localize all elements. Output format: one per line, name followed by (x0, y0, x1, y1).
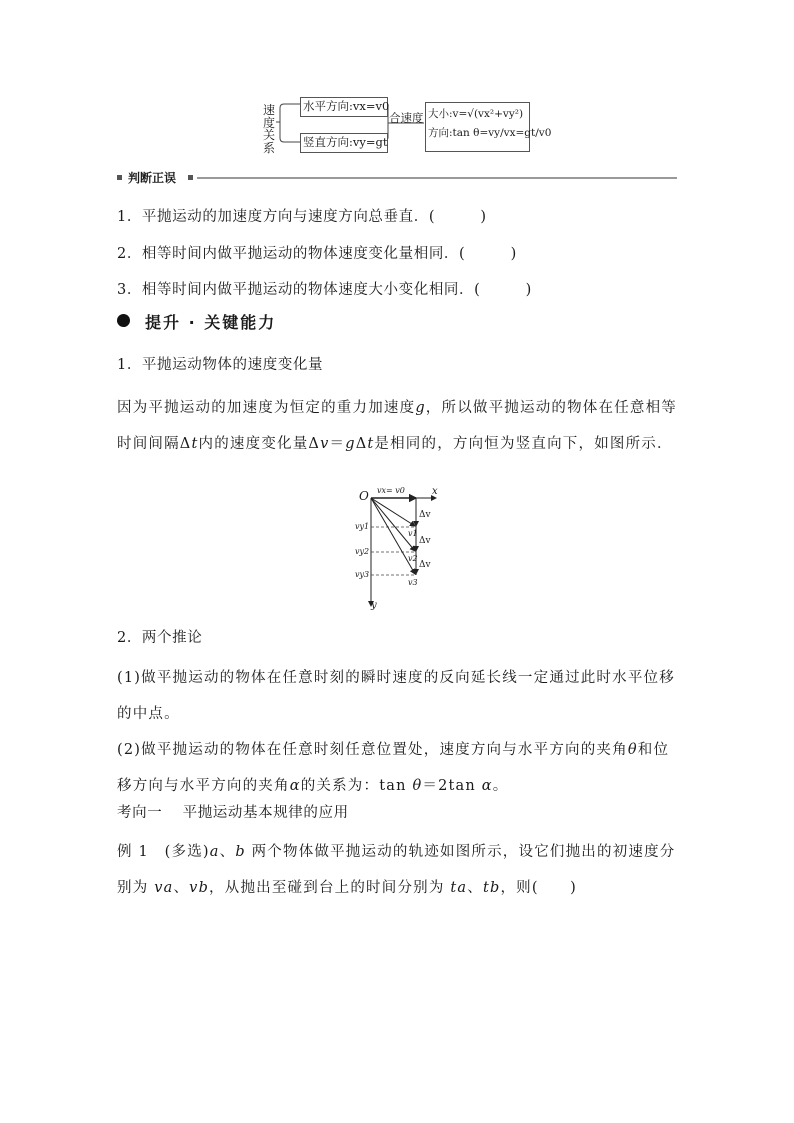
vy1-label: vy1 (355, 522, 370, 531)
section-bullet-icon (117, 175, 122, 180)
judge-section-header (117, 171, 677, 185)
delta-v-label: Δv (419, 560, 431, 570)
point2-item-2 (117, 732, 679, 804)
point1-paragraph (117, 390, 679, 462)
point1-heading: 1．平抛运动物体的速度变化量 (117, 357, 324, 373)
symbol-g: g (345, 436, 356, 452)
symbol-ta: ta (450, 880, 468, 896)
example-1 (117, 834, 679, 906)
point2-text: (2)做平抛运动的物体在任意时刻任意位置处，速度方向与水平方向的夹角 (117, 742, 628, 758)
key-ability-title: 提升 · 关键能力 (145, 313, 277, 332)
horizontal-direction-text: 水平方向:vx=v0 (303, 99, 390, 113)
judge-item-1: 1．平抛运动的加速度方向与速度方向总垂直．( ) (117, 209, 487, 225)
x-axis-label: x (432, 486, 438, 497)
point2-text: 和位移方向与水平方向的夹角 (117, 742, 670, 794)
example-text: 、 (467, 880, 483, 896)
example-text: ，从抛出至碰到台上的时间分别为 (209, 880, 451, 896)
point1-text: ＝ (329, 436, 346, 452)
symbol-b: b (235, 844, 246, 860)
delta-v-label: Δv (419, 536, 431, 546)
velocity-change-figure (352, 486, 452, 612)
direction-text: 方向:tan θ=vy/vx=gt/v0 (428, 127, 552, 139)
symbol-theta: θ (627, 742, 638, 758)
symbol-tb: tb (482, 880, 501, 896)
vy2-label: vy2 (355, 547, 370, 556)
symbol-g: g (415, 400, 426, 416)
magnitude-text: 大小:v=√(vx²+vy²) (428, 108, 524, 120)
symbol-t: t (191, 436, 199, 452)
point1-text: ，所以做平抛运动的物体在任意相等时间间隔Δ (117, 400, 677, 452)
horizontal-direction-box (300, 97, 388, 117)
symbol-va: va (154, 880, 174, 896)
point1-text: 是相同的，方向恒为竖直向下，如图所示． (374, 436, 673, 452)
vertical-direction-box (300, 133, 388, 153)
point2-text: 。 (492, 778, 509, 794)
example-text: 两个物体做平抛运动的轨迹如图所示，设它们抛出的初速度分别为 (117, 844, 676, 896)
combined-velocity-box (425, 102, 552, 152)
section-bullet-icon (188, 175, 193, 180)
judge-section-title: 判断正误 (128, 171, 177, 185)
v2-label: v2 (408, 554, 418, 563)
section-divider (197, 177, 677, 179)
point1-text: 内的速度变化量Δ (198, 436, 321, 452)
example-text: 例 1 (多选) (117, 844, 210, 860)
filled-circle-icon (117, 314, 130, 327)
symbol-t: t (367, 436, 375, 452)
example-text: 、 (173, 880, 190, 896)
point2-text: 的关系为：tan (300, 778, 413, 794)
symbol-v: v (320, 436, 330, 452)
point1-text: 因为平抛运动的加速度为恒定的重力加速度 (117, 400, 416, 416)
symbol-alpha: α (289, 778, 301, 794)
point2-item-1: (1)做平抛运动的物体在任意时刻的瞬时速度的反向延长线一定通过此时水平位移的中点。 (117, 670, 675, 722)
origin-label: O (359, 489, 369, 503)
judge-item-3: 3．相等时间内做平抛运动的物体速度大小变化相同．( ) (117, 282, 532, 298)
velocity-relation-label: 速度关系 (262, 103, 275, 155)
y-axis-label: y (371, 600, 377, 611)
symbol-theta: θ (412, 778, 423, 794)
vertical-direction-text: 竖直方向:vy=gt (303, 135, 388, 149)
vy3-label: vy3 (355, 570, 370, 579)
direction-1-title: 考向一 平抛运动基本规律的应用 (117, 805, 349, 821)
example-text: ，则( ) (500, 880, 577, 896)
judge-item-2: 2．相等时间内做平抛运动的物体速度变化量相同．( ) (117, 246, 517, 262)
point2-heading: 2．两个推论 (117, 630, 203, 646)
point1-text: Δ (355, 436, 368, 452)
symbol-alpha: α (481, 778, 493, 794)
point2-text: ＝2tan (422, 778, 482, 794)
symbol-vb: vb (189, 880, 210, 896)
vx-label: vx= v0 (377, 486, 405, 495)
symbol-a: a (209, 844, 220, 860)
example-text: 、 (219, 844, 236, 860)
v3-label: v3 (408, 578, 418, 587)
delta-v-label: Δv (419, 510, 431, 520)
combined-velocity-label: 合速度 (389, 111, 424, 125)
v1-label: v1 (408, 529, 418, 538)
